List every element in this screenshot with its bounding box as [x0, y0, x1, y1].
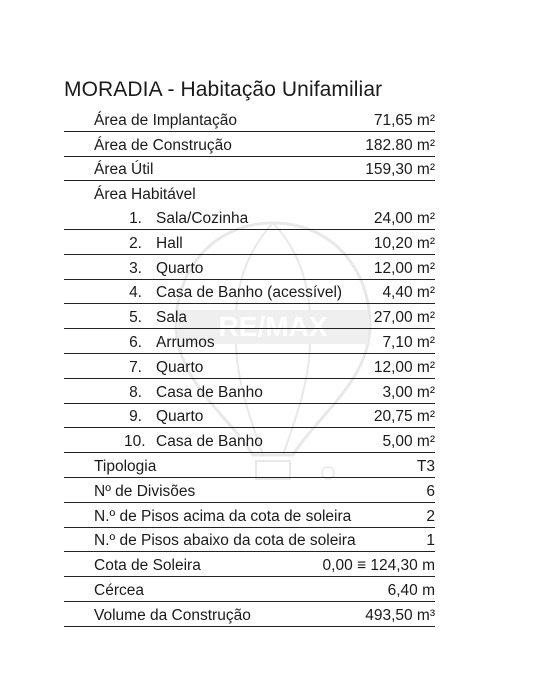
- row-value: 12,00 m²: [373, 259, 435, 277]
- row-label: Casa de Banho (acessível): [156, 284, 343, 302]
- row-label: Área Útil: [94, 161, 154, 179]
- row-value: 27,00 m²: [373, 309, 435, 327]
- room-number: 3.: [129, 259, 142, 277]
- row-value: 159,30 m²: [365, 161, 435, 179]
- room-number: 8.: [129, 383, 142, 401]
- room-row: [64, 304, 435, 329]
- table-row: [64, 181, 435, 205]
- table-row: [64, 478, 435, 503]
- row-label: Área de Construção: [94, 136, 232, 154]
- room-number: 6.: [129, 333, 142, 351]
- room-number: 5.: [129, 309, 142, 327]
- room-number: 1.: [129, 209, 142, 227]
- table-row: [64, 503, 435, 528]
- row-label: Volume da Construção: [94, 606, 251, 624]
- table-row: [64, 157, 435, 182]
- room-row: [64, 280, 435, 305]
- room-row: [64, 428, 435, 453]
- row-label: Área Habitável: [94, 186, 196, 204]
- row-value: 0,00 ≡ 124,30 m: [322, 557, 435, 575]
- room-row: [64, 404, 435, 429]
- room-number: 7.: [129, 358, 142, 376]
- row-label: Casa de Banho: [156, 433, 263, 451]
- room-row: [64, 255, 435, 280]
- row-label: Cota de Soleira: [94, 557, 201, 575]
- row-label: Arrumos: [156, 333, 215, 351]
- row-value: 182.80 m²: [365, 136, 435, 154]
- table-row: [64, 132, 435, 157]
- row-label: Sala/Cozinha: [156, 209, 249, 227]
- room-row: [64, 230, 435, 255]
- property-data-table: [64, 107, 435, 627]
- row-label: N.º de Pisos acima da cota de soleira: [94, 507, 352, 525]
- room-row: [64, 354, 435, 379]
- row-label: N.º de Pisos abaixo da cota de soleira: [94, 532, 356, 550]
- row-value: 20,75 m²: [373, 408, 435, 426]
- row-value: 493,50 m³: [365, 606, 435, 624]
- table-row: [64, 552, 435, 577]
- row-value: 7,10 m²: [382, 333, 435, 351]
- row-label: Hall: [156, 234, 183, 252]
- row-value: 24,00 m²: [373, 209, 435, 227]
- room-row: [64, 329, 435, 354]
- row-label: Quarto: [156, 259, 204, 277]
- table-row: [64, 602, 435, 627]
- room-number: 10.: [124, 433, 146, 451]
- row-label: Nº de Divisões: [94, 482, 196, 500]
- row-value: T3: [416, 457, 435, 475]
- page-title: MORADIA - Habitação Unifamiliar: [64, 78, 383, 101]
- table-row: [64, 528, 435, 553]
- row-label: Quarto: [156, 408, 204, 426]
- row-label: Área de Implantação: [94, 111, 238, 129]
- room-number: 4.: [129, 284, 142, 302]
- row-value: 1: [426, 532, 435, 550]
- row-label: Tipologia: [94, 457, 157, 475]
- watermark-logo-text: RE/MAX: [218, 311, 328, 342]
- row-value: 6,40 m: [387, 581, 435, 599]
- row-value: 4,40 m²: [382, 284, 435, 302]
- row-value: 3,00 m²: [382, 383, 435, 401]
- row-label: Casa de Banho: [156, 383, 263, 401]
- table-row: [64, 453, 435, 478]
- room-row: [64, 205, 435, 230]
- table-row: [64, 577, 435, 602]
- row-label: Sala: [156, 309, 188, 327]
- room-row: [64, 379, 435, 404]
- room-number: 2.: [129, 234, 142, 252]
- row-value: 12,00 m²: [373, 358, 435, 376]
- row-label: Cércea: [94, 581, 144, 599]
- row-value: 6: [426, 482, 435, 500]
- row-value: 10,20 m²: [373, 234, 435, 252]
- table-row: [64, 107, 435, 132]
- row-label: Quarto: [156, 358, 204, 376]
- row-value: 5,00 m²: [382, 433, 435, 451]
- room-number: 9.: [129, 408, 142, 426]
- row-value: 71,65 m²: [373, 111, 435, 129]
- row-value: 2: [426, 507, 435, 525]
